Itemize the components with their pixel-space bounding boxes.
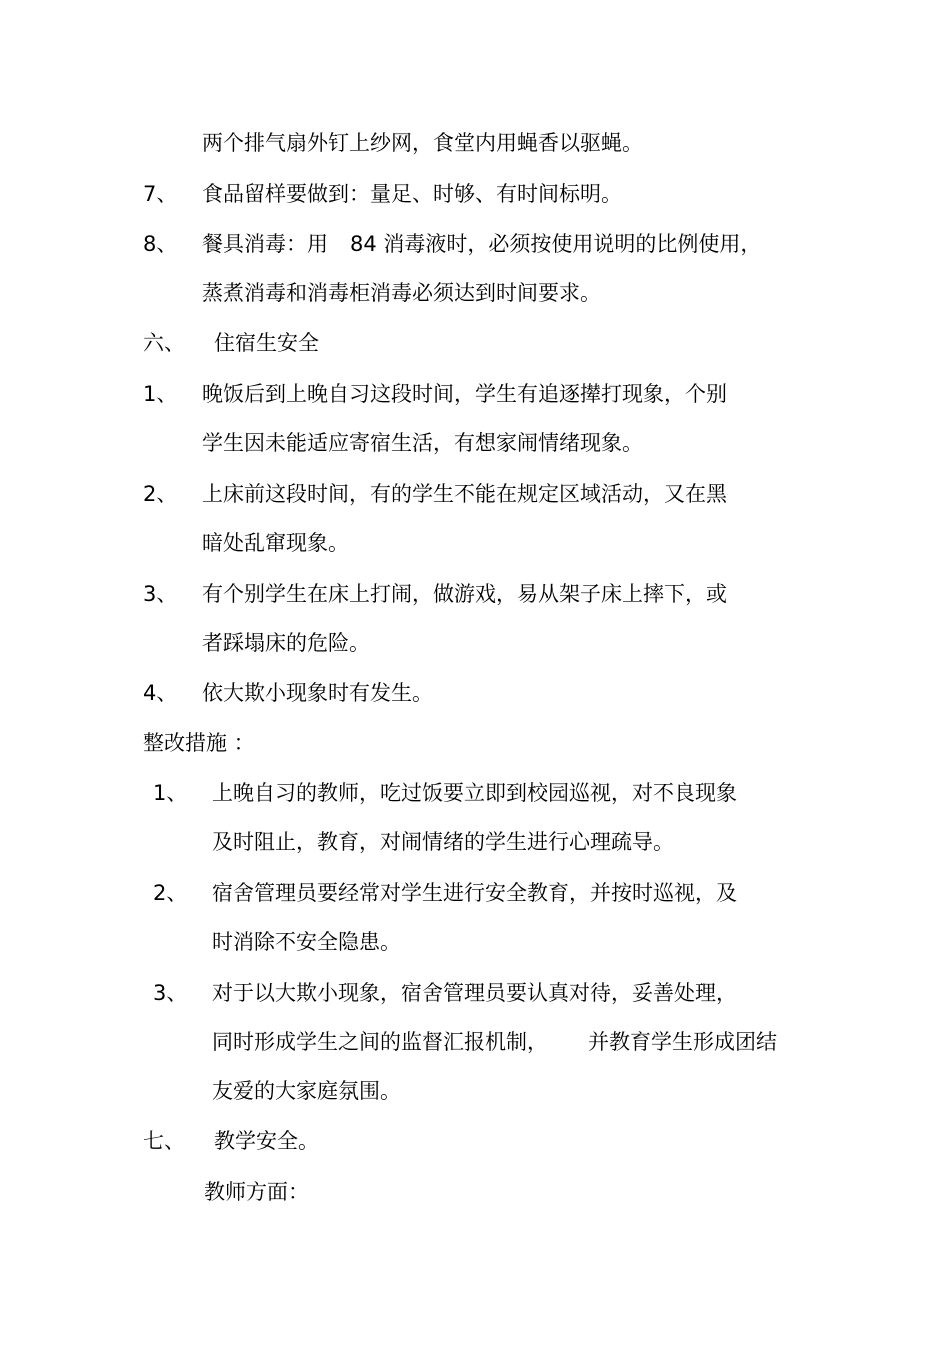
continuation-line: 两个排气扇外钉上纱网，食堂内用蝇香以驱蝇。 bbox=[202, 131, 643, 155]
issue-3-line-1: 有个别学生在床上打闹，做游戏，易从架子床上摔下，或 bbox=[202, 582, 727, 606]
item-8-line-2: 蒸煮消毒和消毒柜消毒必须达到时间要求。 bbox=[202, 281, 601, 305]
section-6-title: 住宿生安全 bbox=[214, 331, 319, 355]
issue-3-number: 3、 bbox=[143, 582, 178, 606]
measure-3-line-2 bbox=[212, 1029, 777, 1055]
item-8-line-1-b: 84 消毒液时，必须按使用说明的比例使用， bbox=[350, 232, 762, 256]
section-7-title: 教学安全。 bbox=[214, 1129, 319, 1153]
measure-3-line-2-b: 并教育学生形成团结 bbox=[588, 1030, 777, 1054]
item-8-line-1-a: 餐具消毒：用 bbox=[202, 232, 328, 256]
measure-1-line-2: 及时阻止，教育，对闹情绪的学生进行心理疏导。 bbox=[212, 830, 674, 854]
measure-3-line-1: 对于以大欺小现象，宿舍管理员要认真对待，妥善处理， bbox=[212, 981, 737, 1005]
measure-2-line-1: 宿舍管理员要经常对学生进行安全教育，并按时巡视，及 bbox=[212, 881, 737, 905]
issue-2-line-1: 上床前这段时间，有的学生不能在规定区域活动，又在黑 bbox=[202, 482, 727, 506]
issue-4-line-1: 依大欺小现象时有发生。 bbox=[202, 681, 433, 705]
measure-1-number: 1、 bbox=[153, 781, 188, 805]
issue-1-number: 1、 bbox=[143, 382, 178, 406]
measure-3-number: 3、 bbox=[153, 981, 188, 1005]
item-8-line-1 bbox=[202, 231, 761, 257]
issue-3-line-2: 者踩塌床的危险。 bbox=[202, 631, 370, 655]
issue-2-number: 2、 bbox=[143, 482, 178, 506]
section-7-number: 七、 bbox=[143, 1129, 185, 1153]
section-6-number: 六、 bbox=[143, 331, 185, 355]
item-7-number: 7、 bbox=[143, 182, 178, 206]
item-8-number: 8、 bbox=[143, 232, 178, 256]
item-7-text: 食品留样要做到：量足、时够、有时间标明。 bbox=[202, 182, 622, 206]
measure-3-line-3: 友爱的大家庭氛围。 bbox=[212, 1079, 401, 1103]
teacher-heading: 教师方面： bbox=[204, 1180, 309, 1204]
issue-2-line-2: 暗处乱窜现象。 bbox=[202, 531, 349, 555]
measure-2-line-2: 时消除不安全隐患。 bbox=[212, 930, 401, 954]
rectification-heading: 整改措施 ： bbox=[143, 731, 255, 755]
measure-1-line-1: 上晚自习的教师，吃过饭要立即到校园巡视，对不良现象 bbox=[212, 781, 737, 805]
measure-3-line-2-a: 同时形成学生之间的监督汇报机制， bbox=[212, 1030, 548, 1054]
issue-4-number: 4、 bbox=[143, 681, 178, 705]
issue-1-line-1: 晚饭后到上晚自习这段时间，学生有追逐撵打现象，个别 bbox=[202, 382, 727, 406]
measure-2-number: 2、 bbox=[153, 881, 188, 905]
issue-1-line-2: 学生因未能适应寄宿生活，有想家闹情绪现象。 bbox=[202, 431, 643, 455]
